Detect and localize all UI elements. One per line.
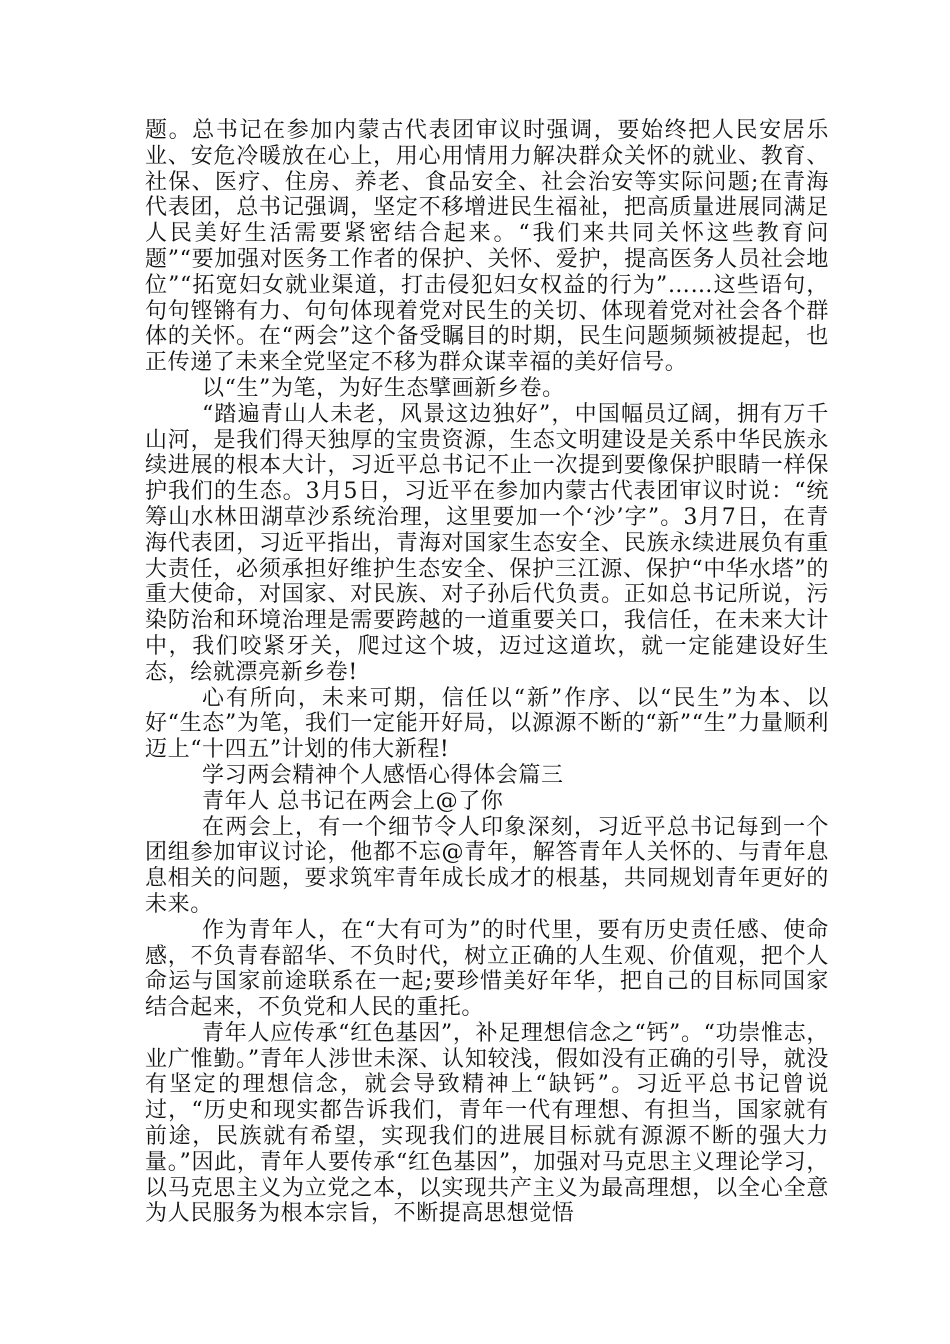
paragraph-red-gene: 青年人应传承“红色基因”，补足理想信念之“钙”。“功崇惟志，业广惟勤。”青年人涉世未深、认知较浅，假如没有正确的引导，就没有坚定的理想信念，就会导致精神上“缺钙”。习近平总书记曾说过，“历史和现实都告诉我们，青年一代有理想、有担当，国家就有前途，民族就有希望，实现我们的进展目标就有源源不断的强大力量。”因此，青年人要传承“红色基因”，加强对马克思主义理论学习，以马克思主义为立党之本，以实现共产主义为最高理想，以全心全意为人民服务为根本宗旨，不断提高思想觉悟	[145, 1020, 829, 1227]
section-title-part-three: 学习两会精神个人感悟心得体会篇三	[202, 762, 564, 788]
paragraph-ecology-body: “踏遍青山人未老，风景这边独好”，中国幅员辽阔，拥有万千山河，是我们得天独厚的宝贵资源，生态文明建设是关系中华民族永续进展的根本大计，习近平总书记不止一次提到要像保护眼睛一样保护我们的生态。3月5日，习近平在参加内蒙古代表团审议时说：“统筹山水林田湖草沙系统治理，这里要加一个‘沙’字”。3月7日，在青海代表团，习近平指出，青海对国家生态安全、民族永续进展负有重大责任，必须承担好维护生态安全、保护三江源、保护“中华水塔”的重大使命，对国家、对民族、对子孙后代负责。正如总书记所说，污染防治和环境治理是需要跨越的一道重要关口，我信任，在未来大计中，我们咬紧牙关，爬过这个坡，迈过这道坎，就一定能建设好生态，绘就漂亮新乡卷!	[145, 401, 829, 685]
paragraph-minsheng-continued: 题。总书记在参加内蒙古代表团审议时强调，要始终把人民安居乐业、安危冷暖放在心上，用心用情用力解决群众关怀的就业、教育、社保、医疗、住房、养老、食品安全、社会治安等实际问题;在青海代表团，总书记强调，坚定不移增进民生福祉，把高质量进展同满足人民美好生活需要紧密结合起来。“我们来共同关怀这些教育问题”“要加强对医务工作者的保护、关怀、爱护，提高医务人员社会地位”“拓宽妇女就业渠道，打击侵犯妇女权益的行为”……这些语句，句句铿锵有力、句句体现着党对民生的关切、体现着党对社会各个群体的关怀。在“两会”这个备受瞩目的时期，民生问题频频被提起，也正传递了未来全党坚定不移为群众谋幸福的美好信号。	[145, 118, 829, 376]
paragraph-youth-responsibility: 作为青年人，在“大有可为”的时代里，要有历史责任感、使命感，不负青春韶华、不负时代，树立正确的人生观、价值观，把个人命运与国家前途联系在一起;要珍惜美好年华，把自己的目标同国家结合起来，不负党和人民的重托。	[145, 917, 829, 1021]
paragraph-conclusion: 心有所向，未来可期，信任以“新”作序、以“民生”为本、以好“生态”为笔，我们一定能开好局，以源源不断的“新”“生”力量顺利迈上“十四五”计划的伟大新程!	[145, 685, 829, 763]
paragraph-youth-intro: 在两会上，有一个细节令人印象深刻，习近平总书记每到一个团组参加审议讨论，他都不忘@青年，解答青年人关怀的、与青年息息相关的问题，要求筑牢青年成长成才的根基，共同规划青年更好的未来。	[145, 814, 829, 917]
paragraph-ecology-heading: 以“生”为笔，为好生态擘画新乡卷。	[202, 375, 565, 401]
section-subtitle-youth: 青年人 总书记在两会上@了你	[202, 788, 504, 814]
article-body	[145, 118, 829, 1227]
